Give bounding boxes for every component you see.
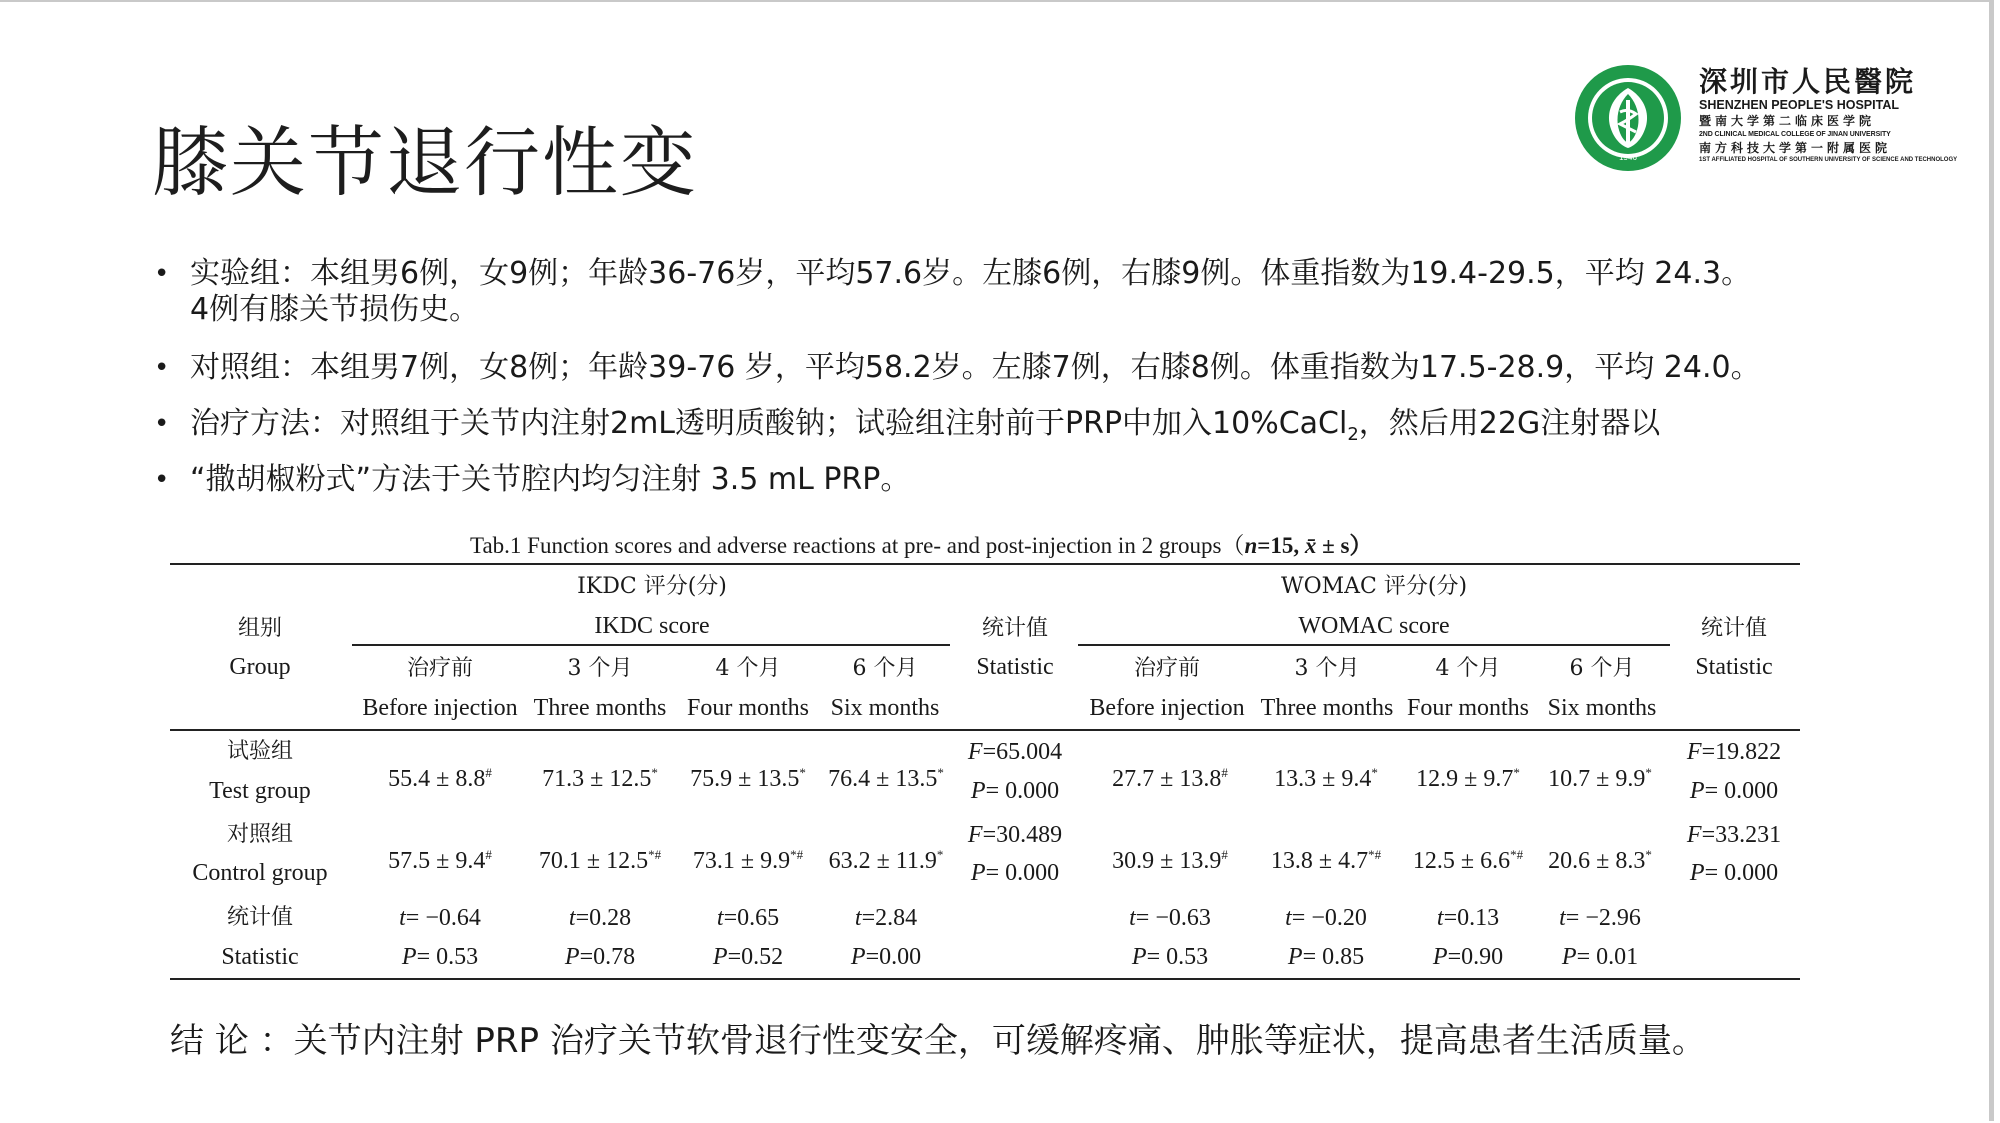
- table-caption: Tab.1 Function scores and adverse reactions at pre- and post-injection in 2 groups（n=15, x̄ ± s）: [470, 533, 1373, 558]
- ikdc-sub-3m-cn: 3 个月: [567, 656, 633, 681]
- table-header-ikdc-en: IKDC score: [594, 613, 710, 639]
- bullet-dot-icon: •: [154, 259, 170, 289]
- table-cell-stat-p: P= 0.01: [1561, 944, 1639, 970]
- table-cell-stat-t: t= −0.20: [1285, 905, 1367, 931]
- row-test-name-cn: 试验组: [226, 739, 293, 764]
- womac-sub-4m-en: Four months: [1406, 695, 1529, 721]
- table-cell-stat-t: t= −2.96: [1559, 905, 1641, 931]
- table-cell-stat-p: P= 0.000: [1689, 778, 1779, 804]
- ikdc-group-rule: [352, 644, 950, 646]
- bullet-text: 对照组：本组男7例，女8例；年龄39-76 岁，平均58.2岁。左膝7例，右膝8例。体重指数为17.5-28.9，平均 24.0。: [190, 350, 1761, 385]
- ikdc-sub-6m-en: Six months: [830, 695, 940, 721]
- bullet-text: 实验组：本组男6例，女9例；年龄36-76岁，平均57.6岁。左膝6例，右膝9例。体重指数为19.4-29.5，平均 24.3。: [190, 256, 1752, 291]
- table-cell: 57.5 ± 9.4#: [388, 847, 492, 874]
- bullet-text: 治疗方法：对照组于关节内注射2mL透明质酸钠；试验组注射前于PRP中加入10%CaCl$_2$，然后用22G注射器以: [190, 406, 1661, 445]
- row-stat-name-cn: 统计值: [226, 905, 293, 930]
- table-cell: 55.4 ± 8.8#: [388, 765, 492, 792]
- table-header-stat-cn: 统计值: [981, 616, 1048, 641]
- logo-line3-en: 1ST AFFILIATED HOSPITAL OF SOUTHERN UNIVERSITY OF SCIENCE AND TECHNOLOGY: [1699, 157, 1958, 163]
- bullet-list: [150, 256, 1950, 502]
- table-cell-stat-f: F=65.004: [967, 739, 1063, 765]
- table-cell-stat-p: P= 0.53: [1131, 944, 1209, 970]
- logo-name-en: SHENZHEN PEOPLE'S HOSPITAL: [1699, 98, 1899, 112]
- womac-sub-before-cn: 治疗前: [1133, 656, 1200, 681]
- table-top-rule: [170, 563, 1800, 565]
- table-cell: 13.8 ± 4.7*#: [1270, 847, 1382, 874]
- bullet-text: 4例有膝关节损伤史。: [190, 292, 480, 327]
- logo-line2-en: 2ND CLINICAL MEDICAL COLLEGE OF JINAN UNIVERSITY: [1699, 131, 1891, 138]
- bullet-item: [150, 406, 1950, 462]
- womac-sub-6m-en: Six months: [1547, 695, 1657, 721]
- table-cell-stat-p: P=0.52: [712, 944, 784, 970]
- table-cell: 63.2 ± 11.9*: [828, 847, 944, 874]
- table-cell-stat-p: P= 0.53: [401, 944, 479, 970]
- logo-name-cn: 深圳市人民醫院: [1699, 65, 1917, 98]
- table-cell-stat-p: P= 0.000: [970, 778, 1060, 804]
- table-cell-stat-f: F=19.822: [1686, 739, 1782, 765]
- ikdc-sub-4m-cn: 4 个月: [715, 656, 781, 681]
- womac-sub-3m-en: Three months: [1260, 695, 1394, 721]
- table-cell: 27.7 ± 13.8#: [1112, 765, 1228, 792]
- bullet-text: “撒胡椒粉式”方法于关节腔内均匀注射 3.5 mL PRP。: [190, 462, 911, 497]
- table-cell-stat-t: t=0.13: [1436, 905, 1500, 931]
- table-cell: 70.1 ± 12.5*#: [538, 847, 662, 874]
- ikdc-sub-6m-cn: 6 个月: [852, 656, 918, 681]
- table-cell-stat-p: P=0.78: [564, 944, 636, 970]
- table-cell-stat-p: P=0.00: [850, 944, 922, 970]
- bullet-dot-icon: •: [154, 409, 170, 439]
- row-stat-name-en: Statistic: [221, 944, 299, 970]
- table-header-ikdc-cn: IKDC 评分(分): [577, 574, 727, 599]
- table-cell: 30.9 ± 13.9#: [1112, 847, 1228, 874]
- womac-sub-6m-cn: 6 个月: [1569, 656, 1635, 681]
- table-header-stat2-en: Statistic: [1695, 654, 1773, 680]
- table-cell: 73.1 ± 9.9*#: [692, 847, 804, 874]
- womac-group-rule: [1078, 644, 1670, 646]
- table-cell: 71.3 ± 12.5*: [542, 765, 658, 792]
- conclusion-text: 结 论 ：关节内注射 PRP 治疗关节软骨退行性变安全，可缓解疼痛、肿胀等症状，提高患者生活质量。: [170, 1021, 1706, 1061]
- table-bottom-rule: [170, 978, 1800, 980]
- ikdc-sub-before-cn: 治疗前: [406, 656, 473, 681]
- slide-title: 膝关节退行性变: [152, 118, 698, 207]
- table-cell-stat-f: F=30.489: [967, 822, 1063, 848]
- bullet-item: [150, 462, 1950, 502]
- table-cell-stat-p: P= 0.85: [1287, 944, 1365, 970]
- ikdc-sub-before-en: Before injection: [362, 695, 518, 721]
- row-control-name-cn: 对照组: [226, 822, 293, 847]
- womac-sub-before-en: Before injection: [1089, 695, 1245, 721]
- table-header-womac-en: WOMAC score: [1298, 613, 1450, 639]
- table-cell-stat-t: t=0.28: [568, 905, 632, 931]
- table-cell-stat-p: P= 0.000: [970, 860, 1060, 886]
- table-cell-stat-t: t= −0.64: [399, 905, 481, 931]
- table-cell-stat-t: t=0.65: [716, 905, 780, 931]
- table-cell-stat-p: P= 0.000: [1689, 860, 1779, 886]
- hospital-logo: [1570, 62, 1958, 172]
- ikdc-sub-4m-en: Four months: [686, 695, 809, 721]
- womac-sub-4m-cn: 4 个月: [1435, 656, 1501, 681]
- table-cell: 20.6 ± 8.3*: [1548, 847, 1652, 874]
- table-header-womac-cn: WOMAC 评分(分): [1280, 574, 1468, 599]
- ikdc-sub-3m-en: Three months: [533, 695, 667, 721]
- logo-line3-cn: 南方科技大学第一附属医院: [1699, 141, 1892, 155]
- logo-year: 1946: [1619, 153, 1637, 162]
- logo-text: [1699, 65, 1958, 165]
- table-header-rule: [170, 729, 1800, 731]
- row-control-name-en: Control group: [192, 860, 328, 886]
- table-header-stat2-cn: 统计值: [1700, 616, 1767, 641]
- womac-sub-3m-cn: 3 个月: [1294, 656, 1360, 681]
- table-cell: 12.9 ± 9.7*: [1416, 765, 1520, 792]
- logo-line2-cn: 暨南大学第二临床医学院: [1699, 114, 1876, 128]
- table-cell: 75.9 ± 13.5*: [690, 765, 806, 792]
- table-header-stat-en: Statistic: [976, 654, 1054, 680]
- bullet-dot-icon: •: [154, 465, 170, 495]
- table-cell: 76.4 ± 13.5*: [828, 765, 944, 792]
- table-cell: 10.7 ± 9.9*: [1548, 765, 1652, 792]
- bullet-dot-icon: •: [154, 353, 170, 383]
- bullet-item: [150, 350, 1950, 406]
- table-cell-stat-t: t=2.84: [854, 905, 918, 931]
- hospital-emblem-icon: [1570, 62, 1688, 172]
- table-cell: 12.5 ± 6.6*#: [1412, 847, 1524, 874]
- bullet-item: [150, 256, 1950, 350]
- table-cell-stat-p: P=0.90: [1432, 944, 1504, 970]
- table-cell: 13.3 ± 9.4*: [1274, 765, 1378, 792]
- table-cell-stat-f: F=33.231: [1686, 822, 1782, 848]
- row-test-name-en: Test group: [209, 778, 311, 804]
- table-header-group-en: Group: [229, 654, 291, 680]
- table-header-group-cn: 组别: [237, 616, 282, 641]
- table-cell-stat-t: t= −0.63: [1129, 905, 1211, 931]
